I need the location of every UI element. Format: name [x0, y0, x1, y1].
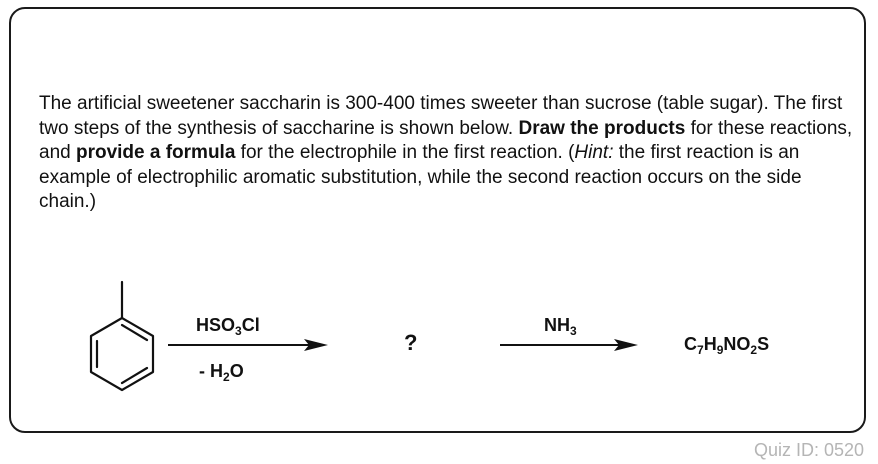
question-mid-2: for the electrophile in the first reaction. ( — [235, 142, 575, 163]
product-formula: $C_7H_9NO_2S$ — [684, 334, 770, 357]
step2-reagent: $NH_3$ — [544, 315, 577, 338]
question-bold-provide-formula: provide a formula — [75, 142, 236, 163]
benzene-ring — [91, 318, 153, 390]
ring-double-bond-3 — [122, 325, 147, 340]
question-intro: The artificial sweetener saccharin is 300-400 times sweeter than sucrose (table sugar). The first two steps of the synthesis of saccharine is shown below. — [39, 93, 843, 139]
step1-reagent: $HSO_3Cl$ — [196, 315, 260, 338]
toluene-structure-icon — [91, 282, 153, 390]
ring-double-bond-2 — [122, 368, 147, 383]
intermediate-unknown: ? — [404, 330, 418, 355]
reaction-arrow-1 — [168, 339, 328, 351]
step1-byproduct: - $H_2O$ — [199, 361, 244, 384]
question-mid-1: for these reactions, and — [39, 117, 853, 163]
reaction-arrow-2 — [500, 339, 638, 351]
question-bold-draw-products: Draw the products — [518, 117, 686, 139]
question-end: the first reaction is an example of electrophilic aromatic substitution, while the second reaction occurs on the side chain.) — [39, 142, 802, 212]
question-hint-label: Hint: — [574, 142, 614, 163]
quiz-id: Quiz ID: 0520 — [753, 440, 864, 460]
